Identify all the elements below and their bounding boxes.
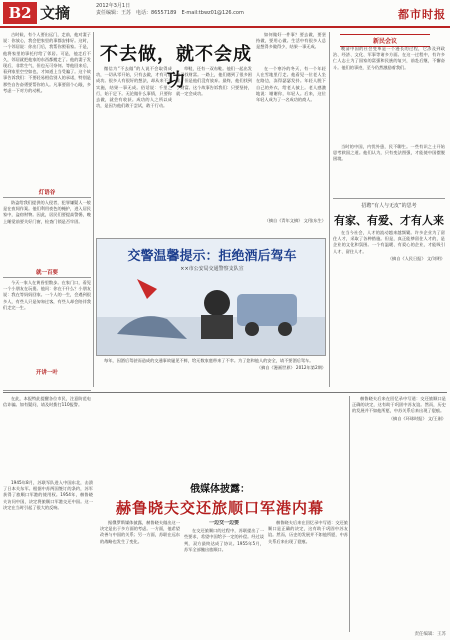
main-intro-paragraph: 如何做好一件事？要去做，要坚持做，要用心做。生活中有很多人总是想得多做得少，结果一事无成。 <box>256 32 326 50</box>
page-number: B2 <box>3 2 37 24</box>
left-bottom-text <box>3 396 91 476</box>
cartoon-byline: （摘自《漫画世界》 2012年第2期） <box>256 365 326 371</box>
cartoon-illustration <box>96 238 326 356</box>
bottom-kicker: 俄媒体披露： <box>190 484 250 495</box>
bottom-article-col-5 <box>352 396 446 626</box>
bottom-subheading: 一边交一边要 <box>208 520 239 526</box>
left-box-label-2: 就一百要 <box>35 270 58 276</box>
column-rule-left <box>93 32 94 387</box>
main-article-paragraph-3: 在一个寒冷的冬天，有一个年轻人在雪地里行走。他看见一位老人坐在路边，冻得瑟瑟发抖。年轻人脱下自己的外衣，给老人披上。老人感激地说：谢谢你，年轻人。后来，这位年轻人成为了一名成功的商人。 <box>256 66 326 103</box>
column-rule-right <box>329 32 330 387</box>
bottom-article-paragraph-2: 据俄罗斯媒体披露，赫鲁晓夫做出这一决定是出于多方面的考虑。一方面，他希望改善与中国的关系；另一方面，苏联在远东的战略也发生了变化。 <box>100 520 180 544</box>
left-box-label: 灯语谷 <box>38 190 56 196</box>
bottom-article-col-1 <box>3 480 93 630</box>
header-date: 2012年3月1日 <box>96 3 131 9</box>
right-article-paragraph: 在当今社会，人才的流动越来越频繁。许多企业为了留住人才，采取了各种措施。但是，真正能够留住人才的，是企业的文化和氛围。一个有温暖、有爱心的企业，才能吸引人才、留住人才。 <box>333 230 445 254</box>
left-box-text <box>3 200 91 260</box>
main-article-col-3 <box>256 66 326 216</box>
left-box-paragraph: 防盗给我们提供的入侵者，犯罪嫌疑人一般是在夜间作案。他们利用夜色的掩护，进入居民家中，盗窃财物。因此，居民们要提高警惕，晚上睡觉前要关好门窗，检查门锁是否牢固。 <box>3 200 91 224</box>
paper-name: 都市时报 <box>398 8 446 21</box>
left-box-rule-2 <box>3 277 91 278</box>
right-article-text <box>333 230 445 375</box>
bottom-article-col-3 <box>184 520 264 630</box>
left-box-label-3: 开讲一叶 <box>35 370 58 376</box>
bottom-article-col-2 <box>100 520 180 630</box>
header-contact: 责任编辑：王苏 电话：86557189 E-mail:tbwz01@126.com <box>96 10 244 16</box>
page-header <box>0 0 450 28</box>
bottom-article-col-4 <box>268 520 348 630</box>
main-article-col-1 <box>96 66 172 234</box>
right-article-byline: （摘自《人民日报》 文/刘明） <box>387 255 445 261</box>
right-mid-text <box>333 144 445 194</box>
main-article-paragraph-1: 微信为“不去做”的人说不会取得成功，一切从零开始，只有去做，才有可能成功。很多人有很好的想法，却从来不去实施，结果一事无成。俗话说：千里之行，始于足下。无论做什么事情，只要你去做，就会有收获。成功的人之所以成功，是因为他们敢于尝试，敢于行动。 <box>96 66 172 109</box>
main-article-byline <box>256 218 326 232</box>
left-box-text-2 <box>3 280 91 360</box>
bottom-article-paragraph-1: 1945年8月，苏联军队进入中国东北，击溃了日本关东军。根据中苏两国签订的条约，苏军获得了旅顺口军港的使用权。1954年，赫鲁晓夫访问中国，决定将旅顺口军港交还中国。这一决定在当时引起了很大的反响。 <box>3 480 93 510</box>
right-headline-kicker: 招聘“有人与无皮”的思考 <box>361 203 417 209</box>
footer-editor: 责任编辑：王苏 <box>414 632 446 637</box>
main-article-paragraph-2: 草鞋，还有一双布鞋。他们一起出发去寻找财富。一路上，他们遇到了很多困难，但是他们没有放弃。最终，他们找到了财富。这个故事告诉我们：只要坚持，就一定会成功。 <box>176 66 252 96</box>
bottom-article-paragraph-3: 在交还旅顺口的过程中，苏联提出了一些要求，希望中国给予一定的补偿。经过谈判，双方最终达成了协议。1955年5月，苏军全部撤出旅顺口。 <box>184 528 264 552</box>
right-top-paragraph: 晚清中国的社会变革是一个漫长的过程，它涉及到政治、经济、文化、军事等诸多方面。在这一过程中，有许多仁人志士为了国家的富强和民族的复兴，前赴后继，不懈奋斗。他们的事迹，至今仍然激励着我们。 <box>333 46 445 70</box>
right-top-text <box>333 46 445 142</box>
left-story-paragraph: 古时候，有个人要出远门，走前，他对妻子说：你放心，我会把家里的事都安排好。这时，一个邻居说：你出门后，我帮你照看家。于是，他将家里的事托付给了邻居。可是，他走后不久，邻居就把他家的东西都搬走了。他的妻子发现后，非常生气，但也无可奈何。等他回来后，看到家里空空如也，才知道上当受骗了。这个故事告诉我们：不要轻易相信别人的承诺，特别是那些自告奋勇要帮你的人。凡事要留个心眼，多考虑一下对方的动机。 <box>3 32 91 93</box>
left-story-text <box>3 32 91 182</box>
left-box-paragraph-2: 今天一家人在黄昏里散步。在家门口，看见一个小朋友在玩耍。他问：你在干什么？小朋友说：我在等妈妈回家。一个人的一生，会遇到很多人，有些人只是匆匆过客，有些人却会陪伴我们走完一生。 <box>3 280 91 310</box>
main-byline-text: （摘自《青年文摘》 文/张东生） <box>264 218 326 223</box>
cartoon-drawing-icon <box>97 239 326 356</box>
main-article-intro <box>256 32 326 64</box>
right-col-separator <box>333 198 445 199</box>
left-col-separator <box>3 390 91 391</box>
left-box-rule <box>3 197 91 198</box>
section-name: 文摘 <box>40 4 71 22</box>
cartoon-title: 交警温馨提示：拒绝酒后驾车 <box>127 249 297 264</box>
main-headline: 不去做，就不会成功 <box>100 44 252 91</box>
main-article-col-2 <box>176 66 252 234</box>
cartoon-caption <box>96 358 326 384</box>
header-meta <box>96 3 244 17</box>
bottom-article-paragraph-4: 赫鲁晓夫后来在回忆录中写道：交还旅顺口是正确的决定，这有助于巩固中苏友谊。然而，历史的发展并不如他所愿，中苏关系后来出现了裂痕。 <box>268 520 348 544</box>
bottom-section-rule <box>3 392 447 393</box>
bottom-headline: 赫鲁晓夫交还旅顺口军港内幕 <box>115 499 324 517</box>
bottom-article-paragraph-5: 赫鲁晓夫后来在回忆录中写道：交还旅顺口是正确的决定，这有助于巩固中苏友谊。然而，历史的发展并不如他所愿，中苏关系后来出现了裂痕。 <box>352 396 446 414</box>
bottom-column-rule <box>349 396 350 632</box>
right-headline: 有家、有爱、才有人来 <box>334 214 444 227</box>
right-mid-paragraph: 当时的中国，内忧外患，民不聊生。一些有识之士开始思考救国之道。他们认为，只有变法图强，才能使中国摆脱困境。 <box>333 144 445 162</box>
bottom-article-byline: （摘自《环球时报》 文/王刚） <box>388 415 446 421</box>
right-box-title: 新民会议 <box>340 34 430 47</box>
cartoon-caption-text: 每年，因酒后驾驶而造成的交通事故屡见不鲜，给无数家庭带来了不幸。为了您和他人的安全，请不要酒后驾车。 <box>104 358 314 363</box>
cartoon-subtitle: ××市公安局交通警察支队宣 <box>180 266 244 272</box>
left-bottom-paragraph: 在此，本报特此提醒各位市民，注意防范电信诈骗。如有疑问，请及时拨打110报警。 <box>3 396 91 408</box>
